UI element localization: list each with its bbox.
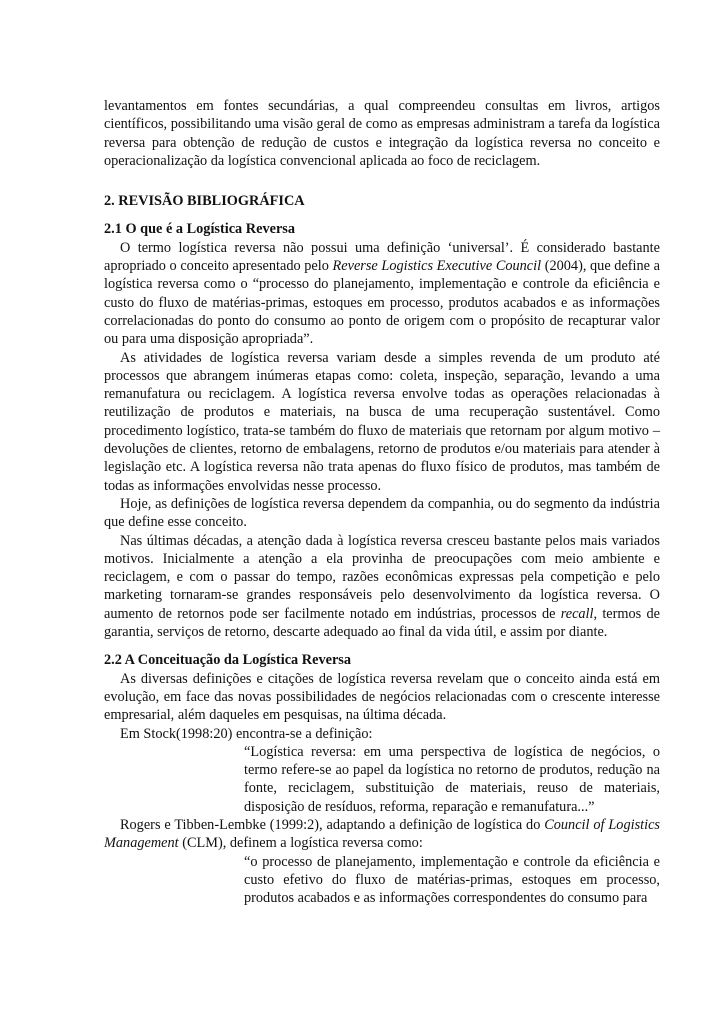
body-paragraph bbox=[104, 532, 660, 642]
block-quote: “o processo de planejamento, implementação e controle da eficiência e custo efetivo do fluxo de matérias-primas, estoques em processo, produtos acabados e as informações correspondentes do consumo para bbox=[244, 853, 660, 907]
emphasis-text: Reverse Logistics Executive Council bbox=[332, 258, 542, 275]
text-run: Rogers e Tibben-Lembke (1999:2), adaptando a definição de logística do bbox=[120, 816, 545, 833]
subsection-heading: 2.1 O que é a Logística Reversa bbox=[104, 221, 295, 238]
body-paragraph bbox=[104, 816, 660, 853]
body-paragraph: Hoje, as definições de logística reversa dependem da companhia, ou do segmento da indústria que define esse conceito. bbox=[104, 495, 660, 531]
text-run: , termos de garantia, serviços de retorno, descarte adequado ao final da vida útil, e assim por diante. bbox=[104, 605, 660, 641]
emphasis-text: Council of Logistics Management bbox=[104, 816, 660, 852]
body-paragraph: As atividades de logística reversa variam desde a simples revenda de um produto até processos que abrangem inúmeras etapas como: coleta, inspeção, separação, levando a uma remanufatura ou reciclagem. A logística reversa envolve todas as operações relacionadas à reutilização de produtos e materiais, na busca de uma recuperação sustentável. Como procedimento logístico, trata-se também do fluxo de materiais que retornam por algum motivo – devoluções de clientes, retorno de embalagens, retorno de produtos e/ou materiais para atender à legislação etc. A logística reversa não trata apenas do fluxo físico de produtos, mas também de todas as informações envolvidas nesse processo. bbox=[104, 349, 660, 494]
section-heading: 2. REVISÃO BIBLIOGRÁFICA bbox=[104, 193, 305, 210]
emphasis-text: recall bbox=[560, 605, 594, 622]
body-paragraph: Em Stock(1998:20) encontra-se a definição: bbox=[120, 725, 373, 742]
text-run: (2004), que define a logística reversa como o “processo do planejamento, implementação e controle da eficiência e custo do fluxo de matérias-primas, estoques em processo, produtos acabados e as informações correlacionadas do ponto do consumo ao ponto de origem com o propósito de recapturar valor ou para uma disposição apropriada”. bbox=[104, 258, 660, 348]
body-paragraph bbox=[104, 239, 660, 349]
block-quote: “Logística reversa: em uma perspectiva de logística de negócios, o termo refere-se ao papel da logística no retorno de produtos, redução na fonte, reciclagem, substituição de materiais, reuso de materiais, disposição de resíduos, reforma, reparação e remanufatura...” bbox=[244, 743, 660, 815]
text-run: O termo logística reversa não possui uma definição ‘universal’. É considerado bastante apropriado o conceito apresentado pelo bbox=[104, 239, 660, 275]
text-run: (CLM), definem a logística reversa como: bbox=[178, 835, 423, 852]
subsection-heading: 2.2 A Conceituação da Logística Reversa bbox=[104, 652, 351, 669]
intro-paragraph: levantamentos em fontes secundárias, a qual compreendeu consultas em livros, artigos científicos, possibilitando uma visão geral de como as empresas administram a tarefa da logística reversa para obtenção de redução de custos e integração da logística reversa no conceito e operacionalização da logística convencional aplicada ao foco de reciclagem. bbox=[104, 98, 660, 169]
text-run: Nas últimas décadas, a atenção dada à logística reversa cresceu bastante pelos mais variados motivos. Inicialmente a atenção a ela provinha de preocupações com meio ambiente e reciclagem, e com o passar do tempo, razões econômicas expressas pela competição e pelo marketing tornaram-se grandes responsáveis pelo desenvolvimento da logística reversa. O aumento de retornos pode ser facilmente notado em indústrias, processos de bbox=[104, 532, 660, 622]
body-paragraph: As diversas definições e citações de logística reversa revelam que o conceito ainda está em evolução, em face das novas possibilidades de negócios relacionadas com o crescente interesse empresarial, além daqueles em pesquisas, na última década. bbox=[104, 670, 660, 724]
document-page bbox=[104, 97, 660, 907]
